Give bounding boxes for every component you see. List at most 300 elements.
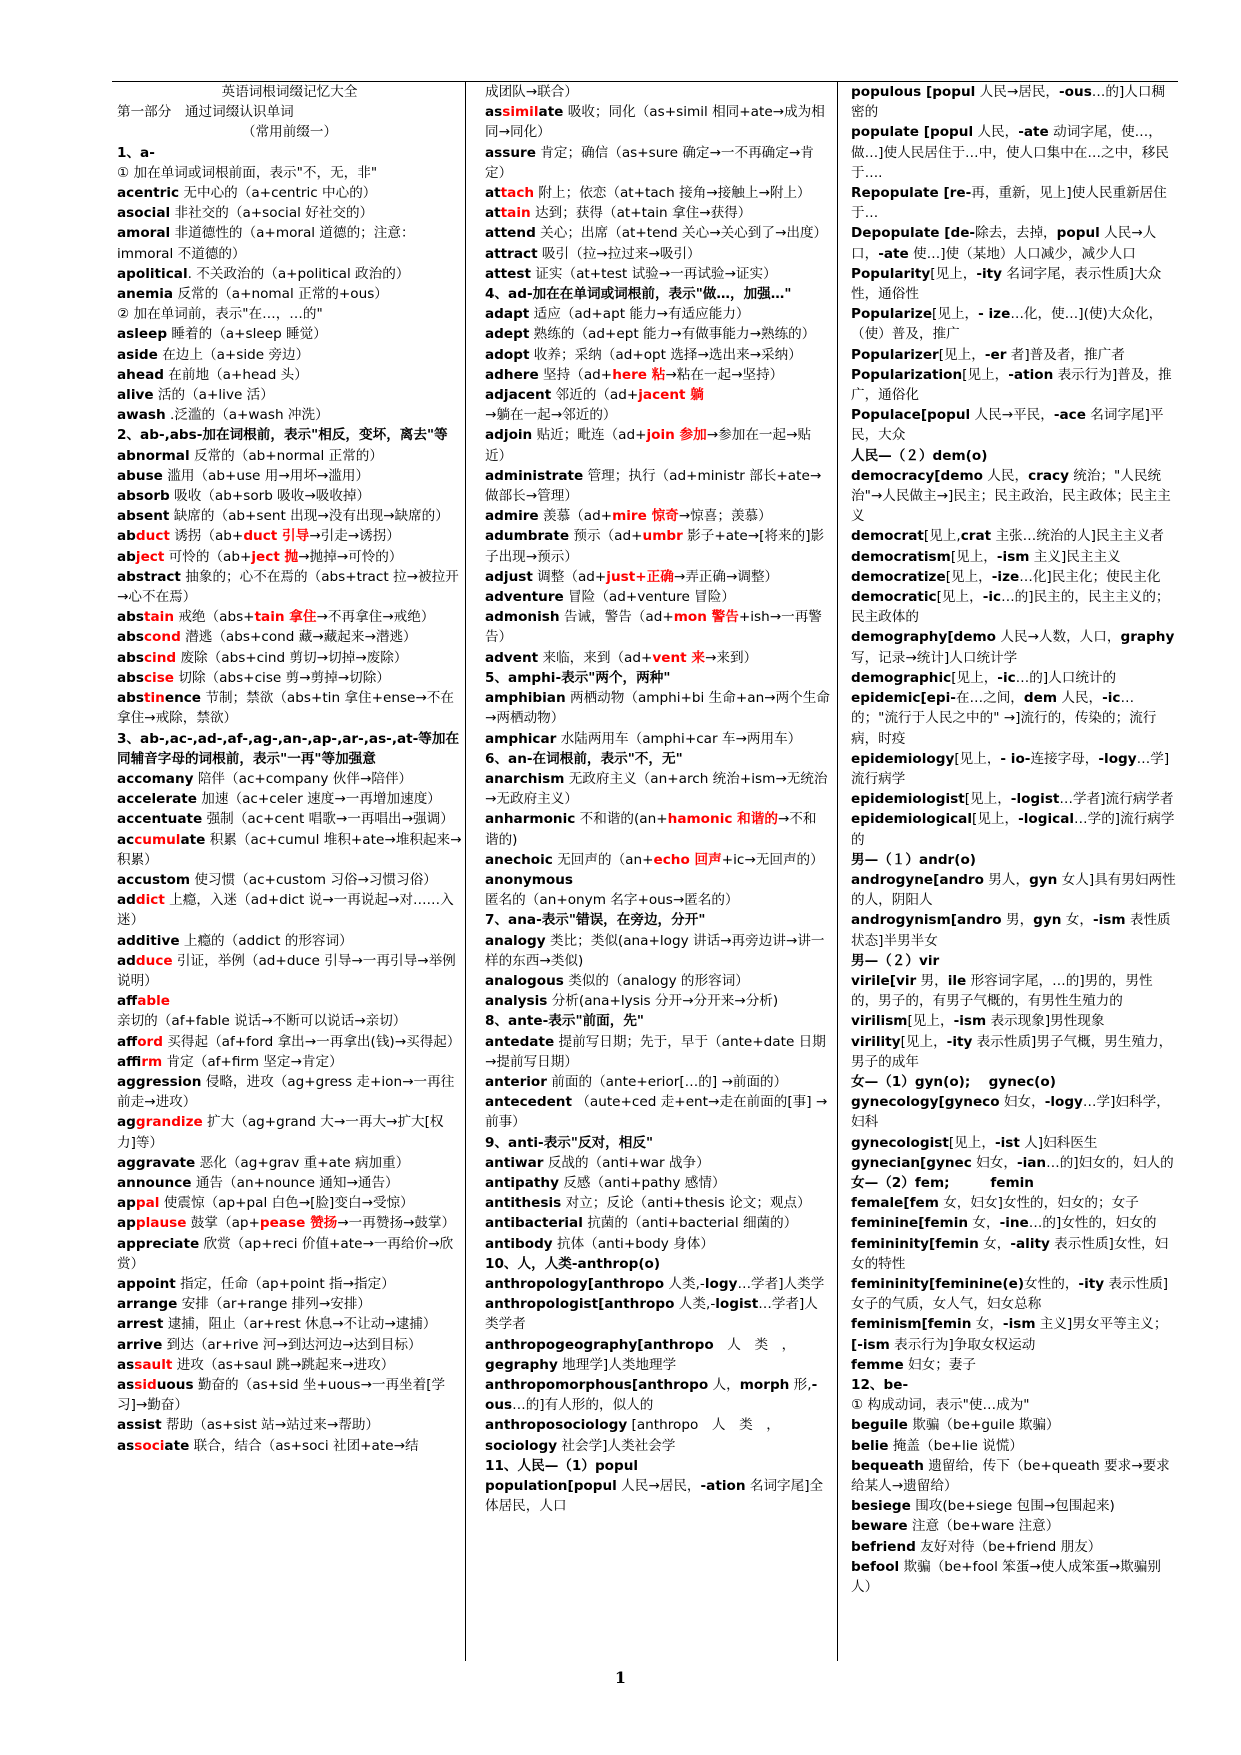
- gloss-text: 扩大（ag+grand 大→一再大→扩大[权力]等）: [117, 1114, 444, 1151]
- headword-text: abuse: [117, 467, 163, 484]
- gloss-text: 人民→人数，人口，: [996, 629, 1121, 646]
- headword-text: femme: [851, 1356, 904, 1373]
- section-heading: 11、人民—（1）popul: [485, 1457, 639, 1474]
- gloss-text: [见上，: [972, 811, 1019, 828]
- headword-text: announce: [117, 1174, 192, 1191]
- highlighted-root: mon 警告: [673, 609, 739, 626]
- dictionary-entry: [485, 1032, 830, 1072]
- headword-text: antecedent: [485, 1094, 572, 1111]
- headword-text: graphy: [1120, 629, 1175, 646]
- gloss-text: …的]人口统计的: [1015, 669, 1117, 686]
- headword-text: democracy[demo: [851, 467, 983, 484]
- page-number: 1: [614, 1668, 627, 1687]
- gloss-text: 无政府主义（an+arch 统治+ism→无统治→无政府主义）: [485, 770, 828, 808]
- dictionary-entry: [851, 547, 1176, 567]
- dictionary-entry: [851, 82, 1176, 122]
- dictionary-entry: [117, 870, 462, 890]
- dictionary-entry: [851, 183, 1176, 223]
- dictionary-entry: [851, 1537, 1176, 1557]
- gloss-text: 名词字尾，表示性质]大众性，通俗性: [851, 265, 1162, 303]
- gloss-text: …化，使…](使)大众化，（使）普及，推广: [851, 306, 1163, 343]
- dictionary-entry: [117, 1335, 462, 1355]
- gloss-text: 熟练的（ad+ept 能力→有做事能力→熟练的）: [529, 326, 816, 343]
- dictionary-entry: ② 加在单词前，表示"在…，…的": [117, 306, 323, 323]
- headword-text: -ity: [976, 265, 1003, 282]
- highlighted-root: jacent 躺: [638, 387, 704, 404]
- gloss-text: 抗菌的（anti+bacterial 细菌的）: [582, 1215, 798, 1232]
- headword-text: - io-: [1000, 750, 1031, 767]
- gloss-text: 形容词字尾，…的]男的，男性的，男子的，有男子气概的，有男性生殖力的: [851, 972, 1153, 1010]
- headword-text: as: [117, 1437, 135, 1454]
- gloss-text: 无回声的（an+: [552, 851, 654, 868]
- gloss-text: 女，: [978, 1235, 1011, 1252]
- headword-text: as: [485, 104, 503, 121]
- headword-text: anthropogeography[anthropo: [485, 1336, 714, 1353]
- section-heading: 人民—（２）dem(o): [851, 447, 988, 464]
- gloss-text: …的]有人形的，似人的: [512, 1397, 654, 1414]
- gloss-text: 抗体（anti+body 身体）: [552, 1235, 714, 1252]
- gloss-text: 表示现象]男性现象: [986, 1013, 1105, 1030]
- dictionary-entry: [485, 769, 830, 809]
- headword-text: admire: [485, 508, 539, 525]
- dictionary-entry: [851, 1496, 1176, 1516]
- gloss-text: 陪伴（ac+company 伙伴→陪伴）: [193, 770, 413, 787]
- headword-text: epidemiology: [851, 750, 955, 767]
- headword-text: abs: [117, 609, 144, 626]
- headword-text: administrate: [485, 467, 584, 484]
- headword-text: -ality: [1010, 1235, 1050, 1252]
- headword-text: -ic: [1102, 690, 1121, 707]
- headword-text: gynecologist: [851, 1134, 949, 1151]
- gloss-text: 侵略，进攻（ag+gress 走+ion→一再往前走→进攻）: [117, 1073, 455, 1111]
- dictionary-entry: [117, 203, 462, 223]
- headword-text: [-ism: [851, 1336, 890, 1353]
- gloss-text: 男人，: [983, 871, 1030, 888]
- highlighted-root: here 粘: [612, 366, 666, 383]
- highlighted-root: firm: [141, 1053, 163, 1070]
- headword-text: amphicar: [485, 730, 557, 747]
- headword-text: Popularity: [851, 265, 931, 282]
- highlighted-root: cumul: [134, 831, 181, 848]
- headword-text: -ation: [700, 1478, 746, 1495]
- headword-text: antedate: [485, 1033, 555, 1050]
- headword-text: belie: [851, 1437, 889, 1454]
- highlighted-root: pease 赞扬: [259, 1215, 338, 1232]
- headword-text: attract: [485, 245, 538, 262]
- headword-text: beware: [851, 1518, 908, 1535]
- highlighted-root: hamonic 和谐的: [667, 811, 778, 828]
- gloss-text: +ic→无回声的）: [721, 851, 824, 868]
- gloss-text: 统治；"人民统治"→人民做主→]民主；民主政治，民主政体；民主主义: [851, 467, 1171, 525]
- column-3: [851, 82, 1176, 1670]
- headword-text: popul: [1056, 225, 1100, 242]
- gloss-text: 恶化（ag+grav 重+ate 病加重）: [195, 1154, 410, 1171]
- gloss-text: 人民，: [1057, 690, 1103, 707]
- gloss-text: →惊喜；羡慕）: [678, 508, 772, 525]
- gloss-text: …的]女性的，妇女的: [1028, 1215, 1157, 1232]
- gloss-text: →引走→诱拐）: [309, 528, 400, 545]
- headword-text: feminism[femin: [851, 1316, 972, 1333]
- headword-text: -logy: [1098, 750, 1137, 767]
- gloss-text: 坚持（ad+: [538, 366, 613, 383]
- headword-text: arrive: [117, 1336, 163, 1353]
- gloss-text: 连接字母，: [1030, 750, 1099, 767]
- gloss-text: 废除（abs+cind 剪切→切掉→废除）: [176, 649, 408, 666]
- gloss-text: 上瘾的（addict 的形容词）: [179, 932, 353, 949]
- headword-text: adumbrate: [485, 528, 570, 545]
- highlighted-root: ject 抛: [251, 548, 299, 565]
- highlighted-root: mire 惊奇: [612, 508, 679, 525]
- gloss-text: 吸收（ab+sorb 吸收→吸收掉）: [169, 488, 371, 505]
- highlighted-root: cise: [144, 669, 175, 686]
- highlighted-root: cond: [144, 629, 181, 646]
- headword-text: ad: [117, 952, 136, 969]
- gloss-text: [见上，: [938, 346, 985, 363]
- headword-text: adapt: [485, 306, 530, 323]
- dictionary-entry: [485, 324, 830, 344]
- headword-text: appoint: [117, 1275, 176, 1292]
- dictionary-entry: [851, 1557, 1176, 1597]
- gloss-text: 友好对待（be+friend 朋友）: [915, 1538, 1102, 1555]
- headword-text: epidemiological: [851, 811, 973, 828]
- headword-text: befool: [851, 1558, 900, 1575]
- gloss-text: 勤奋的（as+sid 坐+uous→一再坐着[学习]→勤奋）: [117, 1377, 446, 1414]
- dictionary-entry: [851, 1516, 1176, 1536]
- gloss-text: 逮捕，阻止（ar+rest 休息→不让动→逮捕）: [163, 1316, 437, 1333]
- gloss-text: 在…之间，: [955, 690, 1024, 707]
- headword-text: populate [popul: [851, 124, 974, 141]
- dictionary-entry: [851, 122, 1176, 183]
- gloss-text: 人民→居民，: [616, 1478, 701, 1495]
- headword-text: anterior: [485, 1073, 547, 1090]
- headword-text: anarchism: [485, 770, 565, 787]
- dictionary-entry: [485, 991, 830, 1011]
- gloss-text: 女，妇女]女性的，妇女的；女子: [938, 1195, 1139, 1212]
- gloss-text: 除去，去掉，: [975, 225, 1057, 242]
- gloss-text: 提前写日期；先于，早于（ante+date 日期→提前写日期）: [485, 1033, 826, 1070]
- headword-text: af: [117, 1033, 138, 1050]
- gloss-text: 调整（ad+: [532, 568, 607, 585]
- gloss-text: →弄正确→调整）: [673, 568, 779, 585]
- gloss-text: 人民→居民，: [975, 84, 1060, 100]
- headword-text: amphibian: [485, 690, 566, 707]
- headword-text: ate: [538, 104, 564, 121]
- headword-text: androgyne[andro: [851, 871, 984, 888]
- headword-text: af: [117, 1053, 142, 1070]
- highlighted-root: just+正确: [606, 568, 674, 585]
- gloss-text: 反常的（ab+normal 正常的）: [189, 447, 383, 464]
- gloss-text: 妇女，: [999, 1094, 1045, 1111]
- headword-text: accelerate: [117, 791, 197, 808]
- gloss-text: 社会学]人类社会学: [557, 1437, 676, 1454]
- gloss-text: 适应（ad+apt 能力→有适应能力）: [529, 306, 750, 323]
- dictionary-entry: [485, 1274, 830, 1294]
- dictionary-entry: [851, 264, 1176, 304]
- section-heading: 5、amphi-表示"两个，两种": [485, 669, 671, 686]
- gloss-text: 安排（ar+range 排列→安排）: [177, 1296, 372, 1313]
- gloss-text: 主义]男女平等主义；: [1035, 1316, 1168, 1333]
- gloss-text: 人 类 ，: [713, 1336, 796, 1353]
- dictionary-entry: [851, 1456, 1176, 1496]
- dictionary-entry: [851, 1153, 1176, 1173]
- dictionary-entry: [485, 971, 830, 991]
- gloss-text: 非道德性的（a+moral 道德的；注意：immoral 不道德的）: [117, 225, 415, 262]
- dictionary-entry: [117, 365, 462, 385]
- headword-text: adjoin: [485, 427, 533, 444]
- headword-text: anonymous: [485, 871, 574, 888]
- gloss-text: 写，记录→统计]人口统计学: [851, 649, 1018, 666]
- gloss-text: 联合，结合（as+soci 社团+ate→结: [189, 1437, 419, 1454]
- gloss-text: →躺在一起→邻近的）: [485, 407, 617, 424]
- gloss-text: 动词字尾，使…，做…]使人民居住于…中，使人口集中在…之中，移民于….: [851, 124, 1169, 181]
- dictionary-entry: [117, 991, 462, 1031]
- dictionary-entry: [851, 1234, 1176, 1274]
- headword-text: -ation: [1008, 366, 1054, 383]
- gloss-text: 来临，来到（ad+: [538, 649, 653, 666]
- gloss-text: …学的]流行病学的: [851, 811, 1175, 848]
- headword-text: anthropologist[anthropo: [485, 1296, 675, 1313]
- gloss-text: …的]民主的，民主主义的；民主政体的: [851, 589, 1170, 626]
- gloss-text: 人，: [708, 1377, 740, 1393]
- headword-text: ap: [117, 1215, 136, 1232]
- gloss-text: 欣赏（ap+reci 价值+ate→一再给价→欣赏）: [117, 1235, 454, 1272]
- dictionary-entry: [117, 1415, 462, 1435]
- gloss-text: 活的（a+live 活）: [153, 387, 274, 404]
- gloss-text: 表示性质]男子气概，男生殖力，男子的成年: [851, 1033, 1173, 1070]
- gloss-text: 到达（ar+rive 河→到达河边→达到目标）: [162, 1336, 422, 1353]
- dictionary-entry: [851, 1133, 1176, 1153]
- dictionary-entry: [117, 607, 462, 627]
- headword-text: as: [117, 1377, 135, 1393]
- dictionary-entry: [485, 304, 830, 324]
- section-heading: 4、ad-加在在单词或词根前，表示"做…，加强…": [485, 286, 792, 303]
- dictionary-entry: [117, 1213, 462, 1233]
- gloss-text: 可怜的（ab+: [164, 548, 252, 565]
- gloss-text: 表示行为]普及，推广，通俗化: [851, 366, 1172, 404]
- gloss-text: 分析(ana+lysis 分开→分开来→分析): [547, 993, 779, 1010]
- headword-text: ap: [117, 1195, 136, 1212]
- dictionary-entry: [117, 1072, 462, 1112]
- headword-text: appreciate: [117, 1235, 200, 1252]
- headword-text: -ize: [991, 568, 1020, 585]
- headword-text: uous: [156, 1377, 194, 1393]
- dictionary-entry: [117, 789, 462, 809]
- dictionary-entry: [485, 1153, 830, 1173]
- headword-text: ate: [180, 831, 206, 848]
- gloss-text: 羡慕（ad+: [538, 508, 613, 525]
- gloss-text: …的]人口稠密的: [851, 84, 1166, 121]
- dictionary-entry: [117, 547, 462, 567]
- gloss-text: 缺席的（ab+sent 出现→没有出现→缺席的）: [169, 508, 449, 525]
- dictionary-entry: [485, 1072, 830, 1092]
- dictionary-entry: [485, 203, 830, 223]
- dictionary-entry: [485, 729, 830, 749]
- gloss-text: 关心；出席（at+tend 关心→关心到了→出度）: [535, 225, 828, 242]
- headword-text: awash: [117, 407, 166, 424]
- gloss-text: 匿名的（an+onym 名字+ous→匿名的）: [485, 892, 739, 909]
- headword-text: feminine[femin: [851, 1215, 969, 1232]
- gloss-text: 欺骗（be+fool 笨蛋→使人成笨蛋→欺骗别人）: [851, 1558, 1161, 1596]
- gloss-text: 欺骗（be+guile 欺骗）: [907, 1417, 1060, 1434]
- gloss-text: 影子+ate→[将来的]影子出现→预示）: [485, 528, 825, 565]
- highlighted-root: tain 拿住: [254, 609, 317, 626]
- headword-text: absorb: [117, 488, 170, 505]
- headword-text: antithesis: [485, 1195, 562, 1212]
- gloss-text: 睡着的（a+sleep 睡觉）: [167, 326, 327, 343]
- gloss-text: 帮助（as+sist 站→站过来→帮助）: [161, 1417, 380, 1434]
- gloss-text: 主义]民主主义: [1029, 548, 1121, 565]
- dictionary-entry: [117, 1294, 462, 1314]
- gloss-text: 无中心的（a+centric 中心的）: [179, 185, 377, 202]
- dictionary-entry: [117, 1355, 462, 1375]
- section-heading: 8、ante-表示"前面，先": [485, 1013, 644, 1030]
- gloss-text: 吸引（拉→拉过来→吸引）: [537, 245, 701, 262]
- highlighted-root: duce: [135, 952, 173, 969]
- gloss-text: …学者]人类学者: [485, 1296, 818, 1333]
- dictionary-entry: [117, 1234, 462, 1274]
- headword-text: anthropology[anthropo: [485, 1275, 665, 1292]
- highlighted-root: plause: [135, 1215, 187, 1232]
- dictionary-entry: [117, 506, 462, 526]
- dictionary-entry: [117, 688, 462, 728]
- headword-text: population[popul: [485, 1478, 617, 1495]
- headword-text: -ine: [999, 1215, 1029, 1232]
- gloss-text: 切除（abs+cise 剪→剪掉→切除）: [174, 669, 390, 686]
- gloss-text: 名词字尾]全体居民，人口: [485, 1478, 824, 1515]
- gloss-text: 收养；采纳（ad+opt 选择→选出来→采纳）: [529, 346, 802, 363]
- dictionary-entry: [851, 971, 1176, 1011]
- headword-text: epidemic[epi-: [851, 690, 956, 707]
- gloss-text: 女人]具有男妇两性的人，阴阳人: [851, 871, 1176, 909]
- headword-text: ile: [947, 972, 967, 989]
- gloss-text: 围攻(be+siege 包围→包围起来): [910, 1498, 1115, 1515]
- section-heading: 9、anti-表示"反对，相反": [485, 1134, 654, 1151]
- headword-text: adventure: [485, 589, 564, 606]
- gloss-text: 男，: [916, 972, 948, 989]
- headword-text: -er: [984, 346, 1007, 363]
- gloss-text: →参加在一起→贴近）: [485, 427, 812, 464]
- headword-text: analogy: [485, 932, 546, 949]
- headword-text: assist: [117, 1417, 162, 1434]
- headword-text: sociology: [485, 1437, 558, 1454]
- dictionary-entry: [851, 627, 1176, 667]
- headword-text: dem: [1023, 690, 1058, 707]
- dictionary-entry: [117, 668, 462, 688]
- gloss-text: 类比；类似(ana+logy 讲话→再旁边讲→讲一样的东西→类似): [485, 932, 825, 969]
- gloss-text: [见上，: [954, 750, 1001, 767]
- dictionary-entry: [851, 1032, 1176, 1072]
- headword-text: -ism: [953, 1013, 987, 1030]
- dictionary-entry: [851, 526, 1176, 546]
- dictionary-entry: [851, 870, 1176, 910]
- highlighted-root: echo 回声: [653, 851, 722, 868]
- headword-text: demographic: [851, 669, 952, 686]
- dictionary-entry: [117, 324, 462, 344]
- dictionary-entry: [851, 1011, 1176, 1031]
- dictionary-entry: [851, 809, 1176, 849]
- highlighted-root: soci: [134, 1437, 165, 1454]
- headword-text: ab: [117, 528, 136, 545]
- highlighted-root: umbr: [642, 528, 683, 545]
- headword-text: Popularization: [851, 366, 963, 383]
- section-heading: 10、人，人类-anthrop(o): [485, 1255, 661, 1272]
- gloss-text: [见上，: [962, 366, 1009, 383]
- headword-text: gegraphy: [485, 1356, 558, 1373]
- dictionary-entry: [485, 526, 830, 566]
- gloss-text: 女，: [971, 1316, 1003, 1333]
- dictionary-entry: [851, 1213, 1176, 1233]
- gloss-text: 积累（ac+cumul 堆积+ate→堆积起来→积累）: [117, 831, 462, 868]
- column-divider: [837, 81, 838, 1661]
- dictionary-entry: [851, 567, 1176, 587]
- headword-text: anechoic: [485, 851, 553, 868]
- gloss-text: [见上，: [930, 265, 977, 282]
- section-heading: 12、be-: [851, 1377, 909, 1393]
- dictionary-entry: [851, 1193, 1176, 1213]
- headword-text: -ic: [997, 669, 1016, 686]
- dictionary-entry: [117, 223, 462, 263]
- headword-text: accustom: [117, 871, 191, 888]
- dictionary-entry: [485, 385, 830, 425]
- headword-text: logy: [704, 1275, 738, 1292]
- dictionary-entry: [485, 223, 830, 243]
- highlighted-root: duct 引导: [243, 528, 310, 545]
- dictionary-entry: [485, 345, 830, 365]
- headword-text: anthroposociology: [485, 1417, 628, 1434]
- dictionary-entry: [117, 264, 462, 284]
- gloss-text: 通告（an+nounce 通知→通告）: [191, 1174, 399, 1191]
- gloss-text: 滥用（ab+use 用→用坏→滥用）: [162, 467, 370, 484]
- gloss-text: [见上，: [900, 1033, 947, 1050]
- gloss-text: 告诫，警告（ad+: [559, 609, 674, 626]
- headword-text: asocial: [117, 205, 171, 222]
- dictionary-entry: [485, 425, 830, 465]
- dictionary-entry: [851, 1355, 1176, 1375]
- headword-text: Repopulate [re-: [851, 185, 972, 202]
- gloss-text: 买得起（af+ford 拿出→一再拿出(钱)→买得起）: [162, 1033, 461, 1050]
- gloss-text: （aute+ced 走+ent→走在前面的[事] →前事）: [485, 1094, 828, 1131]
- gloss-text: 掩盖（be+lie 说慌）: [888, 1437, 1024, 1454]
- dictionary-entry: [117, 1375, 462, 1415]
- section-heading: 女—（1）gyn(o); gynec(o): [851, 1073, 1056, 1090]
- headword-text: crat: [960, 528, 992, 545]
- gloss-text: …化]民主化；使民主化: [1019, 568, 1161, 585]
- gloss-text: 两栖动物（amphi+bi 生命+an→两个生命→两栖动物）: [485, 690, 830, 727]
- headword-text: ence: [164, 690, 202, 707]
- headword-text: apolitical: [117, 265, 188, 282]
- dictionary-entry: [851, 405, 1176, 445]
- dictionary-entry: [851, 1415, 1176, 1435]
- gloss-text: 在前地（a+head 头）: [163, 366, 308, 383]
- dictionary-entry: 第一部分 通过词缀认识单词: [117, 104, 294, 121]
- dictionary-entry: [485, 365, 830, 385]
- headword-text: Populace[popul: [851, 407, 971, 424]
- highlighted-root: sid: [134, 1377, 157, 1393]
- headword-text: -ate: [1018, 124, 1049, 141]
- gloss-text: 反战的（anti+war 战争）: [543, 1154, 710, 1171]
- dictionary-entry: [851, 910, 1176, 950]
- dictionary-entry: [485, 809, 830, 849]
- dictionary-entry: [485, 1335, 830, 1375]
- headword-text: as: [117, 1356, 135, 1373]
- headword-text: ahead: [117, 366, 164, 383]
- headword-text: gyn: [1029, 871, 1058, 888]
- headword-text: abnormal: [117, 447, 190, 464]
- dictionary-entry: [485, 931, 830, 971]
- dictionary-entry: [117, 1032, 462, 1052]
- dictionary-entry: [117, 1052, 462, 1072]
- gloss-text: 表示性质]女子的气质，女人气，妇女总称: [851, 1275, 1169, 1313]
